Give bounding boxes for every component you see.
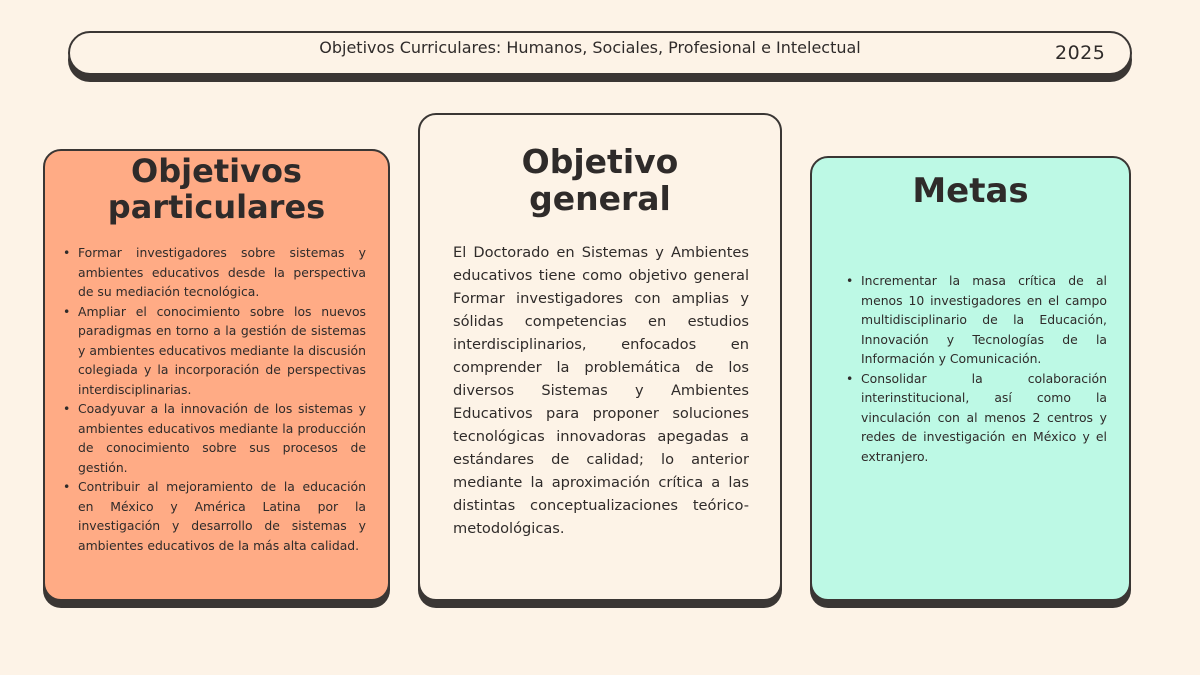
card-title: Metas (912, 171, 1029, 211)
card-metas (810, 156, 1131, 601)
header-title-wrap (68, 31, 1112, 75)
card-face (418, 113, 782, 601)
card-face (43, 149, 390, 601)
list-item: • Formar investigadores sobre sistemas y ambientes educativos desde la perspectiva de su mediación tecnológica. (78, 243, 366, 302)
list-item: • Consolidar la colaboración interinstitucional, así como la vinculación con al menos 2 centros y redes de investigación en México y el extranjero. (861, 369, 1107, 467)
metas-list (861, 271, 1107, 466)
objetivos-list (78, 243, 366, 555)
card-face (810, 156, 1131, 601)
card-objetivo-general (418, 113, 782, 601)
list-item: • Incrementar la masa crítica de al menos 10 investigadores en el campo multidisciplinario de la Educación, Innovación y Tecnologías de la Información y Comunicación. (861, 271, 1107, 369)
list-item: • Coadyuvar a la innovación de los sistemas y ambientes educativos mediante la producción de conocimiento sobre sus procesos de gestión. (78, 399, 366, 477)
header-title: Objetivos Curriculares: Humanos, Sociales, Profesional e Intelectual (319, 38, 861, 57)
list-item: • Ampliar el conocimiento sobre los nuevos paradigmas en torno a la gestión de sistemas y ambientes educativos mediante la discusión colegiada y la incorporación de perspectivas interdisciplinarias. (78, 302, 366, 400)
header-year: 2025 (1055, 42, 1106, 64)
card-objetivos-particulares (43, 149, 390, 601)
card-title: Objetivo general (521, 142, 679, 218)
card-title: Objetivos particulares (107, 152, 326, 226)
list-item: • Contribuir al mejoramiento de la educación en México y América Latina por la investigación y desarrollo de sistemas y ambientes educativos de la más alta calidad. (78, 477, 366, 555)
card-paragraph: El Doctorado en Sistemas y Ambientes educativos tiene como objetivo general Formar investigadores con amplias y sólidas competencias en estudios interdisciplinarios, enfocados en comprender la problemática de los diversos Sistemas y Ambientes Educativos para proponer soluciones tecnológicas innovadoras apegadas a estándares de calidad; lo anterior mediante la aproximación crítica a las distintas conceptualizaciones teórico-metodológicas. (453, 244, 749, 537)
